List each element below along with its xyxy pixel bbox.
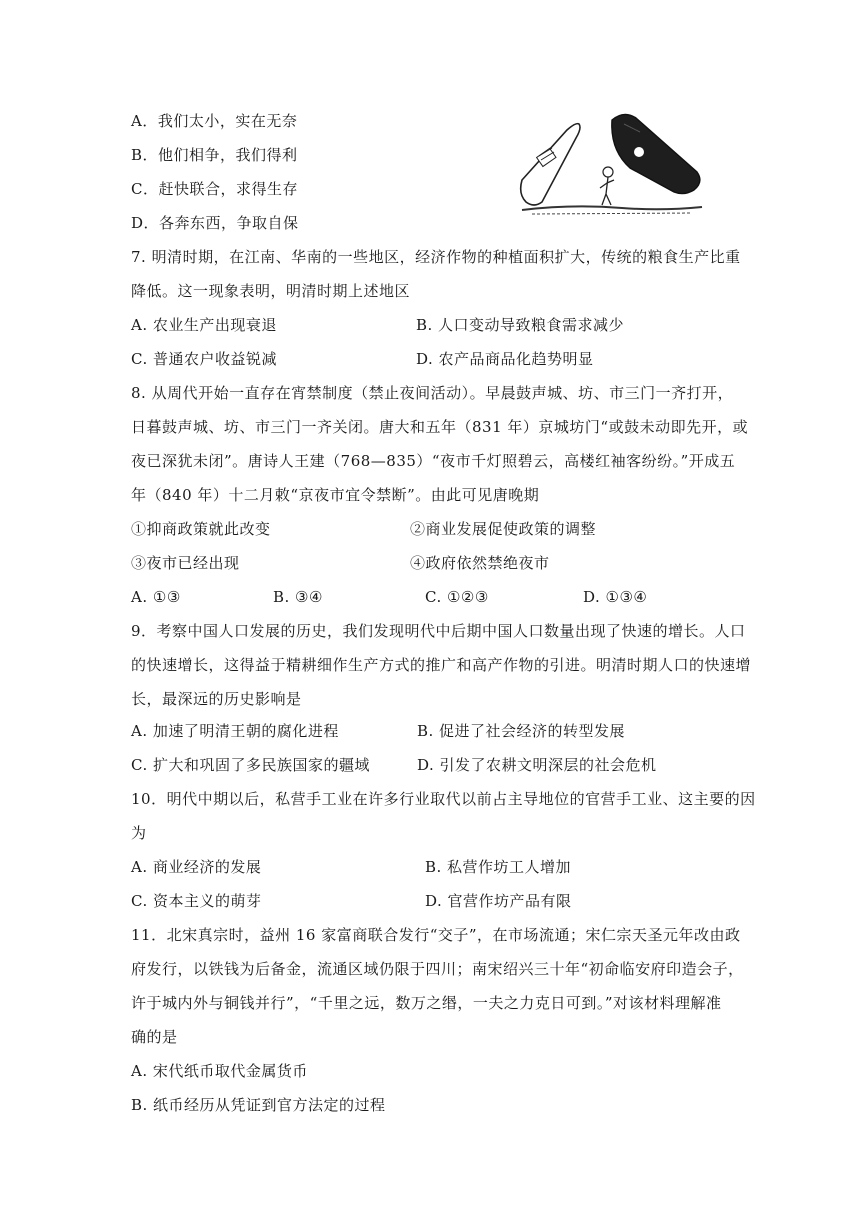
q6-option-a: A．我们太小，实在无奈	[131, 112, 298, 130]
q8-stem-line-4: 年（840 年）十二月敕“京夜市宜令禁断”。由此可见唐晚期	[131, 486, 540, 504]
q8-statement-3: ③夜市已经出现	[131, 554, 240, 572]
q10-option-d: D. 官营作坊产品有限	[425, 892, 572, 910]
q8-option-a: A. ①③	[131, 588, 181, 606]
q11-stem-line-1: 11．北宋真宗时，益州 16 家富商联合发行“交子”，在市场流通；宋仁宗天圣元年改由政	[131, 926, 741, 944]
q7-stem-line-1: 7. 明清时期，在江南、华南的一些地区，经济作物的种植面积扩大，传统的粮食生产比重	[131, 248, 741, 266]
q7-option-c: C. 普通农户收益锐减	[131, 350, 277, 368]
q7-option-a: A. 农业生产出现衰退	[131, 316, 277, 334]
q10-option-a: A. 商业经济的发展	[131, 858, 262, 876]
q7-option-b: B. 人口变动导致粮食需求减少	[416, 316, 625, 334]
q11-stem-line-2: 府发行，以铁钱为后备金，流通区域仍限于四川；南宋绍兴三十年“初命临安府印造会子，	[131, 960, 744, 978]
q10-option-b: B. 私营作坊工人增加	[425, 858, 572, 876]
q9-option-c: C. 扩大和巩固了多民族国家的疆域	[131, 756, 370, 774]
q8-option-b: B. ③④	[273, 588, 323, 606]
q9-option-b: B. 促进了社会经济的转型发展	[417, 722, 626, 740]
cartoon-illustration	[512, 110, 712, 218]
q10-stem-line-2: 为	[131, 824, 147, 842]
q9-stem-line-3: 长，最深远的历史影响是	[131, 690, 302, 708]
q9-stem-line-1: 9．考察中国人口发展的历史，我们发现明代中后期中国人口数量出现了快速的增长。人口	[131, 622, 746, 640]
q8-option-d: D. ①③④	[583, 588, 648, 606]
q6-option-d: D．各奔东西，争取自保	[131, 214, 299, 232]
q10-stem-line-1: 10．明代中期以后，私营手工业在许多行业取代以前占主导地位的官营手工业、这主要的因	[131, 790, 756, 808]
q9-option-d: D. 引发了农耕文明深层的社会危机	[417, 756, 657, 774]
q11-option-a: A. 宋代纸币取代金属货币	[131, 1062, 308, 1080]
q8-stem-line-3: 夜已深犹未闭”。唐诗人王建（768—835）“夜市千灯照碧云，高楼红袖客纷纷。”开成五	[131, 452, 736, 470]
q6-option-c: C．赶快联合，求得生存	[131, 180, 298, 198]
q8-statement-2: ②商业发展促使政策的调整	[410, 520, 597, 538]
q9-stem-line-2: 的快速增长，这得益于精耕细作生产方式的推广和高产作物的引进。明清时期人口的快速增	[131, 656, 752, 674]
q8-statement-1: ①抑商政策就此改变	[131, 520, 271, 538]
q6-option-b: B．他们相争，我们得利	[131, 146, 298, 164]
q8-option-c: C. ①②③	[425, 588, 489, 606]
q9-option-a: A. 加速了明清王朝的腐化进程	[131, 722, 339, 740]
q10-option-c: C. 资本主义的萌芽	[131, 892, 262, 910]
q11-stem-line-3: 许于城内外与铜钱并行”，“千里之远，数万之缗，一夫之力克日可到。”对该材料理解准	[131, 994, 722, 1012]
q11-stem-line-4: 确的是	[131, 1028, 178, 1046]
q11-option-b: B. 纸币经历从凭证到官方法定的过程	[131, 1096, 386, 1114]
q8-statement-4: ④政府依然禁绝夜市	[410, 554, 550, 572]
q7-stem-line-2: 降低。这一现象表明，明清时期上述地区	[131, 282, 411, 300]
q8-stem-line-2: 日暮鼓声城、坊、市三门一齐关闭。唐大和五年（831 年）京城坊门“或鼓未动即先开，或	[131, 418, 749, 436]
q8-stem-line-1: 8. 从周代开始一直存在宵禁制度（禁止夜间活动）。早晨鼓声城、坊、市三门一齐打开，	[131, 384, 734, 402]
q7-option-d: D. 农产品商品化趋势明显	[416, 350, 594, 368]
